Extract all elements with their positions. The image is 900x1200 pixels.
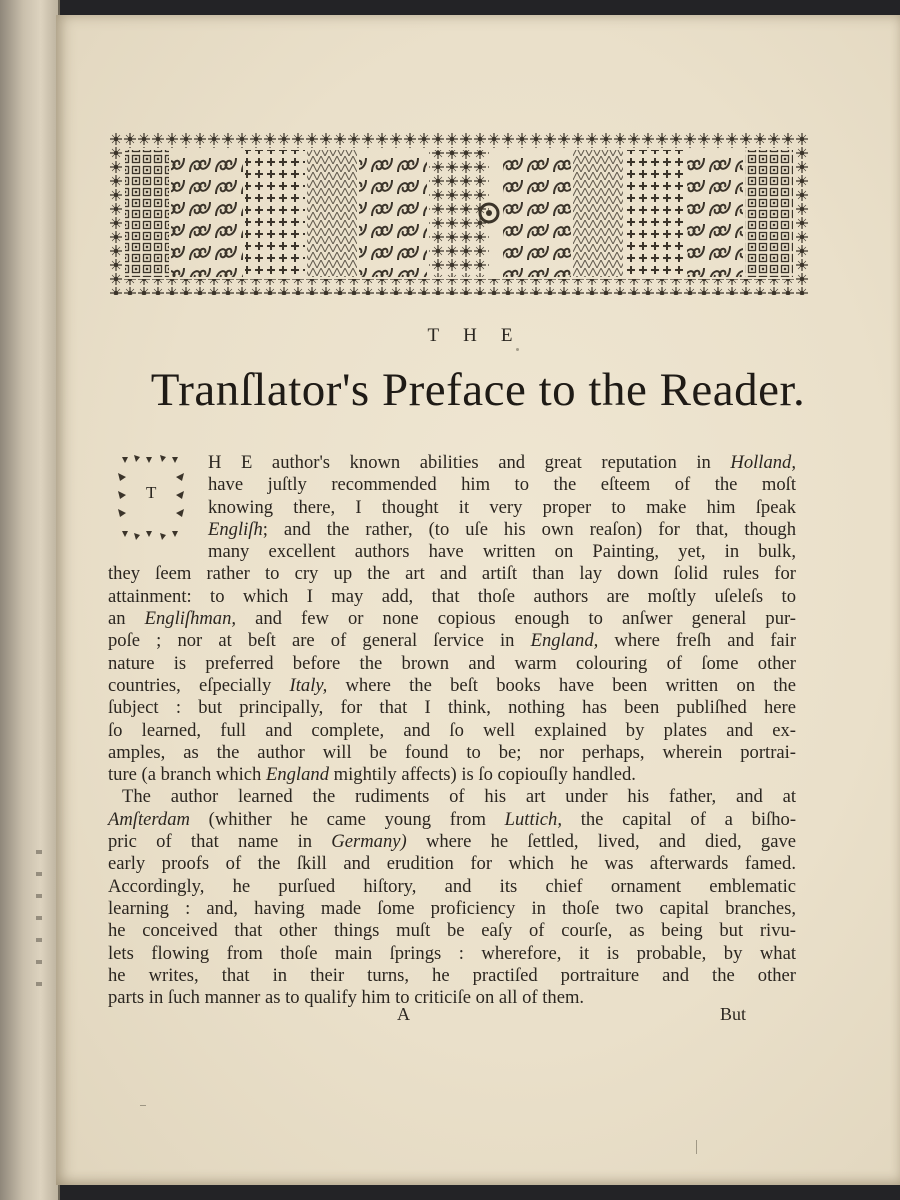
- text-line: Engliſh; and the rather, (to uſe his own reaſon) for that, though: [208, 518, 796, 540]
- text-line: ſo learned, full and complete, and ſo well explained by plates and ex-: [108, 719, 796, 741]
- text-line: they ſeem rather to cry up the art and artiſt than lay down ſolid rules for: [108, 563, 796, 585]
- text-line: Accordingly, he purſued hiſtory, and its chief ornament emblematic: [108, 875, 796, 897]
- text-line: many excellent authors have written on Painting, yet, in bulk,: [208, 541, 796, 563]
- text-line: nature is preferred before the brown and warm colouring of ſome other: [108, 652, 796, 674]
- text-line: an Engliſhman, and few or none copious enough to anſwer general pur-: [108, 608, 797, 630]
- the-heading: THE: [427, 325, 537, 346]
- text-line: ſubject : but principally, for that I think, nothing has been publiſhed here: [108, 697, 796, 719]
- facing-page-marks: [36, 850, 42, 990]
- preface-body: [108, 452, 796, 1009]
- text-line: The author learned the rudiments of his art under his father, and at: [122, 786, 796, 808]
- text-line: knowing there, I thought it very proper to make him ſpeak: [208, 496, 796, 518]
- book-page: [56, 15, 900, 1185]
- text-line: have juſtly recommended him to the eſteem of the moſt: [208, 474, 796, 496]
- text-line: parts in ſuch manner as to qualify him to criticiſe on all of them.: [108, 987, 585, 1009]
- text-line: amples, as the author will be found to be; nor perhaps, wherein portrai-: [108, 741, 796, 763]
- catchword: But: [720, 1004, 747, 1024]
- text-line: attainment: to which I may add, that thoſe authors are moſtly uſeleſs to: [108, 585, 796, 607]
- text-line: H E author's known abilities and great reputation in Holland,: [208, 452, 796, 473]
- text-line: Amſterdam (whither he came young from Luttich, the capital of a biſho-: [108, 808, 797, 830]
- text-line: poſe ; nor at beſt are of general ſervice in England, where freſh and fair: [108, 630, 797, 652]
- paper-fleck: [140, 1105, 146, 1106]
- text-line: early proofs of the ſkill and erudition for which he was afterwards famed.: [108, 853, 796, 875]
- text-line: countries, eſpecially Italy, where the beſt books have been written on the: [108, 674, 796, 696]
- headpiece-ornament: [109, 132, 809, 295]
- page-title: Tranſlator's Preface to the Reader.: [150, 364, 806, 416]
- signature-mark: A: [397, 1004, 410, 1024]
- paper-fleck: [516, 348, 519, 351]
- text-line: lets flowing from thoſe main ſprings : wherefore, it is probable, by what: [108, 942, 796, 964]
- text-line: ture (a branch which England mightily affects) is ſo copiouſly handled.: [108, 764, 636, 786]
- text-line: pric of that name in Germany) where he ſettled, lived, and died, gave: [108, 831, 797, 853]
- facing-page-edge: [0, 0, 60, 1200]
- drop-cap-letter: T: [146, 483, 157, 502]
- paper-fleck: [696, 1140, 697, 1154]
- text-line: learning : and, having made ſome proficiency in thoſe two capital branches,: [108, 897, 796, 919]
- text-line: he writes, that in their turns, he practiſed portraiture and the other: [108, 964, 796, 986]
- text-line: he conceived that other things muſt be eaſy of courſe, as being but rivu-: [108, 920, 796, 942]
